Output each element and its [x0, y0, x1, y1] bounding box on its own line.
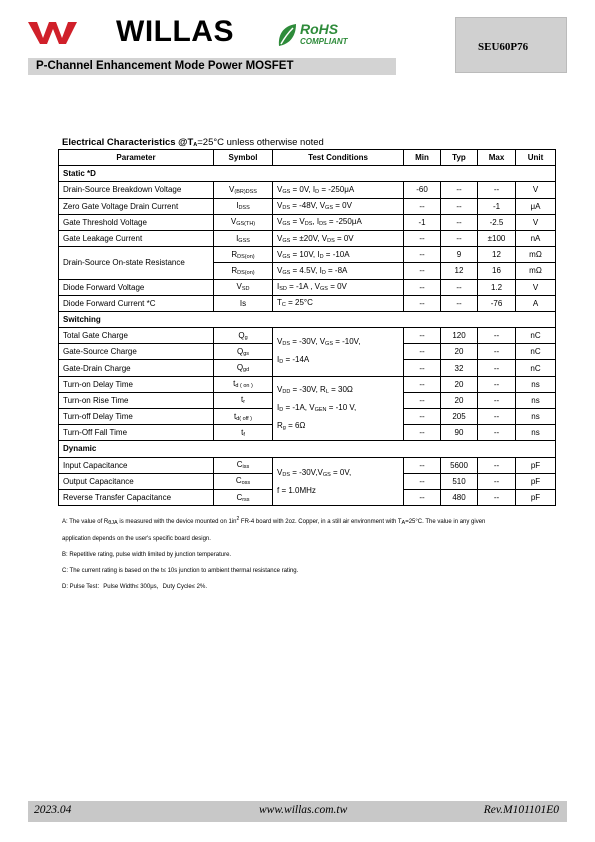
electrical-characteristics-table	[58, 149, 556, 506]
sym-sub: d( off )	[236, 415, 253, 422]
param-cell: Gate-Drain Charge	[59, 360, 214, 376]
symbol-cell	[214, 409, 273, 425]
min-cell: --	[404, 198, 441, 214]
param-cell: Turn-off Delay Time	[59, 409, 214, 425]
param-cell: Gate Leakage Current	[59, 230, 214, 246]
product-subtitle: P-Channel Enhancement Mode Power MOSFET	[28, 58, 396, 75]
table-row	[59, 182, 556, 198]
condition-cell: $V_{DS} = -30V,V_{GS} = 0V$, f = 1.0MHz	[273, 457, 404, 506]
unit-cell: nC	[516, 344, 556, 360]
max-cell: -2.5	[478, 214, 516, 230]
sym-sub: DS(on)	[237, 253, 255, 260]
min-cell: -1	[404, 214, 441, 230]
sym-sub: DS(on)	[237, 269, 255, 276]
unit-cell: V	[516, 279, 556, 295]
sym: C	[236, 460, 243, 470]
max-cell: --	[478, 425, 516, 441]
param-cell: Total Gate Charge	[59, 328, 214, 344]
footer-date: 2023.04	[34, 804, 72, 816]
sym: t	[240, 395, 244, 405]
symbol-cell	[214, 392, 273, 408]
typ-cell: --	[441, 214, 478, 230]
min-cell: --	[404, 295, 441, 311]
min-cell: --	[404, 489, 441, 505]
sym: Q	[238, 330, 245, 340]
sym: C	[236, 492, 243, 502]
col-header: Unit	[516, 150, 556, 166]
param-cell: Drain-Source Breakdown Voltage	[59, 182, 214, 198]
title-rest: =25°C unless otherwise noted	[197, 137, 324, 148]
max-cell: 16	[478, 263, 516, 279]
condition-cell: $V_{GS} = \pm 20V$, $V_{DS} = 0V$	[273, 230, 404, 246]
rohs-subtitle: COMPLIANT	[300, 37, 348, 46]
unit-cell: μA	[516, 198, 556, 214]
typ-cell: 20	[441, 392, 478, 408]
condition-cell: $V_{GS} = V_{DS}$, $I_{DS} = -250\mu A$	[273, 214, 404, 230]
max-cell: --	[478, 473, 516, 489]
min-cell: --	[404, 425, 441, 441]
max-cell: --	[478, 457, 516, 473]
typ-cell: --	[441, 182, 478, 198]
max-cell: --	[478, 489, 516, 505]
min-cell: --	[404, 344, 441, 360]
max-cell: 1.2	[478, 279, 516, 295]
page-footer	[28, 801, 567, 822]
unit-cell: nC	[516, 360, 556, 376]
condition-cell: $V_{GS} = 4.5V$, $I_D = -8A$	[273, 263, 404, 279]
min-cell: --	[404, 473, 441, 489]
col-header: Min	[404, 150, 441, 166]
note-a-cont: application depends on the user's specific board design.	[62, 536, 211, 542]
max-cell: -1	[478, 198, 516, 214]
col-header: Symbol	[214, 150, 273, 166]
typ-cell: 32	[441, 360, 478, 376]
table-row	[59, 328, 556, 344]
sym-sub: GS(TH)	[236, 221, 256, 228]
typ-cell: 5600	[441, 457, 478, 473]
min-cell: --	[404, 328, 441, 344]
sym-sub: DSS	[238, 205, 250, 212]
symbol-cell	[214, 473, 273, 489]
param-cell: Drain-Source On-state Resistance	[59, 247, 214, 279]
sym-sub: rss	[242, 496, 250, 503]
table-header-row	[59, 150, 556, 166]
max-cell: --	[478, 376, 516, 392]
symbol-cell	[214, 328, 273, 344]
sym: I	[236, 201, 239, 211]
sym: Q	[236, 346, 244, 356]
footnotes	[62, 511, 557, 595]
condition-cell: $I_{SD} = -1A$ , $V_{GS} = 0V$	[273, 279, 404, 295]
typ-cell: 12	[441, 263, 478, 279]
symbol-cell	[214, 344, 273, 360]
table-row	[59, 198, 556, 214]
table-row	[59, 279, 556, 295]
sym: Q	[236, 363, 244, 373]
note-a-lead: A: The value of R	[62, 519, 109, 525]
symbol-cell: Is	[214, 295, 273, 311]
unit-cell: pF	[516, 489, 556, 505]
title-main: Electrical Characteristics @T	[62, 137, 194, 148]
min-cell: --	[404, 263, 441, 279]
max-cell: 12	[478, 247, 516, 263]
max-cell: --	[478, 328, 516, 344]
sym-sub: r	[243, 399, 246, 406]
typ-cell: 205	[441, 409, 478, 425]
typ-cell: 20	[441, 344, 478, 360]
sym: R	[231, 249, 238, 259]
sym-sub: d ( on )	[235, 383, 253, 390]
param-cell: Gate Threshold Voltage	[59, 214, 214, 230]
typ-cell: --	[441, 279, 478, 295]
min-cell: --	[404, 279, 441, 295]
sym-sub: g	[244, 334, 248, 341]
unit-cell: ns	[516, 392, 556, 408]
sym-sub: SD	[241, 286, 250, 293]
symbol-cell	[214, 182, 273, 198]
unit-cell: ns	[516, 409, 556, 425]
condition-cell: $V_{GS} = 0V$, $I_D = -250\mu A$	[273, 182, 404, 198]
condition-cell: $V_{DD} = -30V$, $R_L = 30\Omega$ $I_D = -1A$, $V_{GEN} = -10$ V, $R_g = 6\Omega$	[273, 376, 404, 441]
willas-logo	[28, 20, 100, 44]
unit-cell: mΩ	[516, 247, 556, 263]
symbol-cell	[214, 230, 273, 246]
col-header: Parameter	[59, 150, 214, 166]
max-cell: --	[478, 182, 516, 198]
param-cell: Turn-Off Fall Time	[59, 425, 214, 441]
sym: t	[241, 427, 244, 437]
symbol-cell	[214, 360, 273, 376]
symbol-cell	[214, 214, 273, 230]
rohs-badge	[276, 22, 348, 48]
max-cell: --	[478, 392, 516, 408]
sym-sub: gs	[243, 350, 250, 357]
min-cell: --	[404, 360, 441, 376]
brand-name: WILLAS	[116, 15, 234, 48]
typ-cell: 90	[441, 425, 478, 441]
table-row	[59, 214, 556, 230]
param-cell: Diode Forward Current *C	[59, 295, 214, 311]
typ-cell: 20	[441, 376, 478, 392]
unit-cell: nC	[516, 328, 556, 344]
part-number: SEU60P76	[478, 41, 529, 53]
sym: V	[230, 217, 237, 227]
condition-cell: $V_{DS} = -30V$, $V_{GS} = -10V$, $I_D = -14A$	[273, 328, 404, 377]
unit-cell: ns	[516, 425, 556, 441]
max-cell: --	[478, 360, 516, 376]
col-header: Typ	[441, 150, 478, 166]
section-row	[59, 166, 556, 182]
rohs-title: RoHS	[300, 21, 339, 37]
unit-cell: nA	[516, 230, 556, 246]
unit-cell: pF	[516, 457, 556, 473]
param-cell: Zero Gate Voltage Drain Current	[59, 198, 214, 214]
note-c: C: The current rating is based on the t≤ 10s junction to ambient thermal resistance rating.	[62, 568, 299, 574]
unit-cell: A	[516, 295, 556, 311]
max-cell: -76	[478, 295, 516, 311]
section-row	[59, 441, 556, 457]
sym-sub: oss	[241, 480, 251, 487]
param-cell: Input Capacitance	[59, 457, 214, 473]
sym: V	[236, 282, 242, 292]
param-cell: Reverse Transfer Capacitance	[59, 489, 214, 505]
unit-cell: pF	[516, 473, 556, 489]
unit-cell: V	[516, 214, 556, 230]
param-cell: Diode Forward Voltage	[59, 279, 214, 295]
footer-revision: Rev.M101101E0	[483, 804, 559, 816]
note-a: A: The value of $R_{\theta JA}$ is measured with the device mounted on $1in^2$ FR-4 board with 2oz. Copper, in a still air environment with $T_A=25^\circ C$. The value in any given	[62, 516, 486, 526]
condition-cell: $V_{DS} = -48V$, $V_{GS} = 0V$	[273, 198, 404, 214]
typ-cell: --	[441, 230, 478, 246]
note-b: B: Repetitive rating, pulse width limited by junction temperature.	[62, 552, 232, 558]
sym: C	[235, 476, 242, 486]
symbol-cell	[214, 457, 273, 473]
min-cell: --	[404, 392, 441, 408]
col-header: Max	[478, 150, 516, 166]
unit-cell: mΩ	[516, 263, 556, 279]
min-cell: --	[404, 230, 441, 246]
sym: t	[233, 411, 237, 421]
param-cell: Output Capacitance	[59, 473, 214, 489]
unit-cell: ns	[516, 376, 556, 392]
title-sub: A	[193, 142, 198, 148]
sym-sub: GSS	[238, 237, 250, 244]
section-switching: Switching	[59, 311, 556, 327]
typ-cell: 9	[441, 247, 478, 263]
table-row	[59, 295, 556, 311]
symbol-cell	[214, 425, 273, 441]
max-cell: ±100	[478, 230, 516, 246]
section-row	[59, 311, 556, 327]
section-static: Static *D	[59, 166, 556, 182]
unit-cell: V	[516, 182, 556, 198]
section-dynamic: Dynamic	[59, 441, 556, 457]
symbol-cell	[214, 489, 273, 505]
param-cell: Gate-Source Charge	[59, 344, 214, 360]
symbol-cell	[214, 376, 273, 392]
condition-cell: $V_{GS} = 10V$, $I_D = -10A$	[273, 247, 404, 263]
note-d: D: Pulse Test：Pulse Width≤ 300μs，Duty Cycle≤ 2%.	[62, 584, 207, 590]
min-cell: --	[404, 247, 441, 263]
param-cell: Turn-on Delay Time	[59, 376, 214, 392]
sym: R	[231, 265, 238, 275]
condition-cell: $T_C = 25^\circ C$	[273, 295, 404, 311]
table-row	[59, 376, 556, 392]
footer-website[interactable]: www.willas.com.tw	[259, 804, 348, 816]
sym: t	[233, 379, 236, 389]
max-cell: --	[478, 409, 516, 425]
leaf-icon	[276, 22, 298, 48]
typ-cell: --	[441, 198, 478, 214]
min-cell: --	[404, 409, 441, 425]
sym-sub: (BR)DSS	[234, 188, 257, 195]
table-row	[59, 457, 556, 473]
table-row	[59, 247, 556, 263]
table-title	[62, 137, 324, 148]
min-cell: --	[404, 376, 441, 392]
symbol-cell	[214, 279, 273, 295]
sym-sub: f	[243, 431, 245, 438]
typ-cell: 480	[441, 489, 478, 505]
part-number-box	[455, 17, 567, 73]
symbol-cell	[214, 247, 273, 263]
sym: V	[229, 184, 235, 194]
sym-sub: gd	[243, 367, 250, 374]
sym: I	[236, 233, 239, 243]
min-cell: --	[404, 457, 441, 473]
symbol-cell	[214, 198, 273, 214]
param-cell: Turn-on Rise Time	[59, 392, 214, 408]
col-header: Test Conditions	[273, 150, 404, 166]
typ-cell: --	[441, 295, 478, 311]
table-row	[59, 230, 556, 246]
symbol-cell	[214, 263, 273, 279]
max-cell: --	[478, 344, 516, 360]
sym-sub: iss	[242, 464, 250, 471]
typ-cell: 120	[441, 328, 478, 344]
typ-cell: 510	[441, 473, 478, 489]
min-cell: -60	[404, 182, 441, 198]
